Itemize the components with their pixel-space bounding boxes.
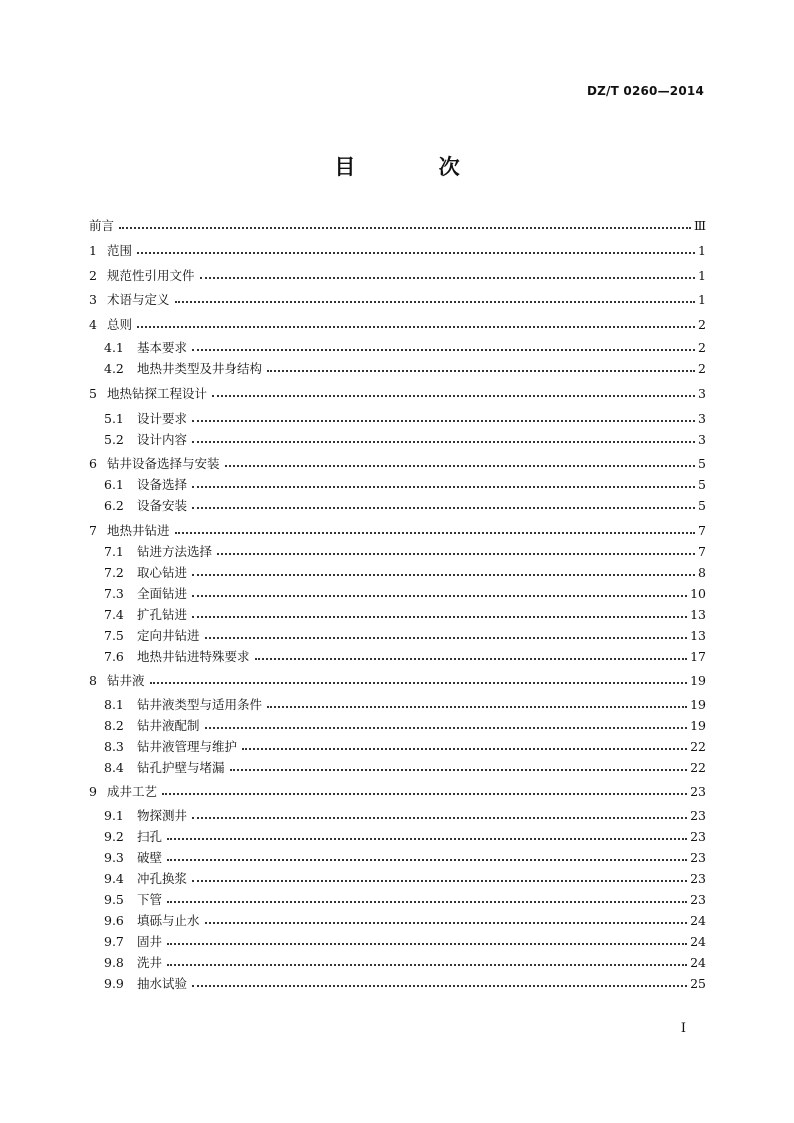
dot-leader — [267, 706, 687, 708]
toc-entry[interactable] — [89, 912, 706, 930]
toc-entry-page: Ⅲ — [693, 218, 706, 233]
dot-leader — [162, 793, 687, 795]
dot-leader — [192, 507, 695, 509]
dot-leader — [137, 326, 695, 328]
toc-entry-label: 前言 — [89, 218, 115, 233]
toc-entry-label: 冲孔换浆 — [137, 871, 188, 886]
toc-entry-label: 洗井 — [137, 955, 163, 970]
dot-leader — [167, 943, 687, 945]
toc-entry-page: 8 — [698, 565, 706, 580]
toc-entry-page: 1 — [698, 268, 706, 283]
toc-entry[interactable] — [89, 217, 706, 235]
toc-entry-number: 6 — [89, 456, 97, 471]
toc-entry-number: 7.6 — [104, 649, 124, 664]
toc-entry[interactable] — [89, 585, 706, 603]
toc-entry[interactable] — [89, 606, 706, 624]
toc-entry-label: 总则 — [107, 317, 133, 332]
dot-leader — [225, 465, 695, 467]
toc-entry-number: 9.8 — [104, 955, 124, 970]
toc-entry-label: 设计要求 — [137, 411, 188, 426]
toc-entry-label: 取心钻进 — [137, 565, 188, 580]
toc-entry-label: 扩孔钻进 — [137, 607, 188, 622]
toc-entry-number: 7.5 — [104, 628, 124, 643]
toc-entry-label: 设备选择 — [137, 477, 188, 492]
toc-entry-number: 5.2 — [104, 432, 124, 447]
toc-entry-label: 设计内容 — [137, 432, 188, 447]
toc-entry-label: 全面钻进 — [137, 586, 188, 601]
toc-entry-page: 2 — [698, 317, 706, 332]
toc-entry[interactable] — [89, 954, 706, 972]
dot-leader — [192, 985, 687, 987]
toc-entry-page: 5 — [698, 477, 706, 492]
toc-entry[interactable] — [89, 759, 706, 777]
toc-entry-page: 24 — [690, 913, 706, 928]
toc-entry-label: 钻井设备选择与安装 — [107, 456, 220, 471]
toc-entry-number: 9.7 — [104, 934, 124, 949]
toc-entry-page: 5 — [698, 498, 706, 513]
toc-entry[interactable] — [89, 242, 706, 260]
toc-entry[interactable] — [89, 717, 706, 735]
dot-leader — [267, 370, 695, 372]
toc-entry[interactable] — [89, 476, 706, 494]
toc-entry-number: 7.1 — [104, 544, 124, 559]
dot-leader — [192, 420, 695, 422]
dot-leader — [242, 748, 687, 750]
toc-entry-number: 3 — [89, 292, 97, 307]
toc-entry-label: 钻井液管理与维护 — [137, 739, 238, 754]
toc-entry-page: 7 — [698, 523, 706, 538]
toc-entry-page: 7 — [698, 544, 706, 559]
toc-entry-page: 3 — [698, 432, 706, 447]
dot-leader — [137, 252, 695, 254]
dot-leader — [192, 595, 687, 597]
toc-entry-page: 3 — [698, 411, 706, 426]
toc-entry-page: 5 — [698, 456, 706, 471]
toc-entry-number: 9.1 — [104, 808, 124, 823]
toc-entry[interactable] — [89, 696, 706, 714]
toc-entry[interactable] — [89, 497, 706, 515]
toc-entry-page: 24 — [690, 934, 706, 949]
toc-entry-page: 25 — [690, 976, 706, 991]
toc-entry[interactable] — [89, 385, 706, 403]
dot-leader — [192, 349, 695, 351]
dot-leader — [192, 817, 687, 819]
dot-leader — [167, 838, 687, 840]
toc-entry[interactable] — [89, 870, 706, 888]
toc-entry-page: 22 — [690, 739, 706, 754]
toc-entry-number: 9.5 — [104, 892, 124, 907]
toc-entry[interactable] — [89, 360, 706, 378]
toc-entry-number: 8 — [89, 673, 97, 688]
toc-entry-page: 3 — [698, 386, 706, 401]
toc-entry-label: 物探测井 — [137, 808, 188, 823]
toc-entry-page: 23 — [690, 829, 706, 844]
toc-entry[interactable] — [89, 431, 706, 449]
dot-leader — [205, 727, 688, 729]
dot-leader — [167, 859, 687, 861]
toc-entry-label: 抽水试验 — [137, 976, 188, 991]
toc-entry-label: 钻井液 — [107, 673, 145, 688]
toc-entry-label: 范围 — [107, 243, 133, 258]
toc-entry[interactable] — [89, 933, 706, 951]
dot-leader — [212, 395, 695, 397]
page-title: 目 次 — [334, 154, 498, 179]
toc-entry-label: 填砾与止水 — [137, 913, 200, 928]
dot-leader — [230, 769, 688, 771]
dot-leader — [150, 682, 688, 684]
toc-entry-number: 9.3 — [104, 850, 124, 865]
toc-entry-page: 10 — [690, 586, 706, 601]
toc-entry-page: 2 — [698, 361, 706, 376]
toc-entry-number: 5.1 — [104, 411, 124, 426]
toc-entry-label: 基本要求 — [137, 340, 188, 355]
toc-entry-label: 定向井钻进 — [137, 628, 200, 643]
toc-entry-page: 23 — [690, 871, 706, 886]
dot-leader — [200, 277, 695, 279]
toc-entry-number: 4 — [89, 317, 97, 332]
toc-entry-page: 24 — [690, 955, 706, 970]
toc-entry-page: 19 — [690, 697, 706, 712]
dot-leader — [175, 301, 695, 303]
toc-entry[interactable] — [89, 975, 706, 993]
toc-entry-page: 17 — [690, 649, 706, 664]
dot-leader — [205, 922, 688, 924]
toc-entry[interactable] — [89, 738, 706, 756]
toc-entry-number: 2 — [89, 268, 97, 283]
toc-entry-number: 9 — [89, 784, 97, 799]
toc-entry-number: 4.1 — [104, 340, 124, 355]
toc-entry-number: 4.2 — [104, 361, 124, 376]
toc-entry-page: 23 — [690, 892, 706, 907]
toc-entry[interactable] — [89, 891, 706, 909]
toc-entry-label: 钻进方法选择 — [137, 544, 213, 559]
toc-entry[interactable] — [89, 783, 706, 801]
toc-entry-page: 2 — [698, 340, 706, 355]
toc-entry-label: 下管 — [137, 892, 163, 907]
toc-entry-page: 13 — [690, 607, 706, 622]
toc-entry[interactable] — [89, 828, 706, 846]
toc-entry-label: 术语与定义 — [107, 292, 170, 307]
toc-entry-label: 地热井类型及井身结构 — [137, 361, 263, 376]
toc-entry-number: 6.1 — [104, 477, 124, 492]
toc-entry-number: 7.3 — [104, 586, 124, 601]
dot-leader — [205, 637, 688, 639]
toc-entry-number: 6.2 — [104, 498, 124, 513]
toc-entry-label: 设备安装 — [137, 498, 188, 513]
toc-entry-number: 7.2 — [104, 565, 124, 580]
toc-entry[interactable] — [89, 291, 706, 309]
toc-entry-page: 19 — [690, 718, 706, 733]
toc-entry[interactable] — [89, 627, 706, 645]
standard-code: DZ/T 0260—2014 — [586, 84, 704, 98]
toc-entry[interactable] — [89, 672, 706, 690]
toc-entry-number: 8.4 — [104, 760, 124, 775]
toc-entry-number: 7.4 — [104, 607, 124, 622]
toc-entry-label: 固井 — [137, 934, 163, 949]
toc-entry[interactable] — [89, 522, 706, 540]
toc-entry[interactable] — [89, 267, 706, 285]
toc-entry-number: 9.6 — [104, 913, 124, 928]
dot-leader — [192, 574, 695, 576]
toc-entry-label: 成井工艺 — [107, 784, 158, 799]
toc-entry-number: 9.2 — [104, 829, 124, 844]
toc-entry-page: 13 — [690, 628, 706, 643]
toc-entry-number: 7 — [89, 523, 97, 538]
toc-entry-label: 地热钻探工程设计 — [107, 386, 208, 401]
toc-entry-number: 9.4 — [104, 871, 124, 886]
toc-entry[interactable] — [89, 564, 706, 582]
toc-entry-number: 8.2 — [104, 718, 124, 733]
toc-entry[interactable] — [89, 543, 706, 561]
toc-entry-page: 22 — [690, 760, 706, 775]
toc-entry-number: 8.3 — [104, 739, 124, 754]
dot-leader — [192, 880, 687, 882]
toc-entry-page: 1 — [698, 243, 706, 258]
toc-entry[interactable] — [89, 455, 706, 473]
toc-entry[interactable] — [89, 410, 706, 428]
toc-entry[interactable] — [89, 316, 706, 334]
toc-entry[interactable] — [89, 648, 706, 666]
toc-entry-page: 1 — [698, 292, 706, 307]
toc-entry-label: 钻孔护壁与堵漏 — [137, 760, 225, 775]
toc-entry-number: 9.9 — [104, 976, 124, 991]
dot-leader — [167, 901, 687, 903]
toc-entry-number: 1 — [89, 243, 97, 258]
toc-entry[interactable] — [89, 807, 706, 825]
toc-entry-number: 8.1 — [104, 697, 124, 712]
toc-entry-label: 地热井钻进 — [107, 523, 170, 538]
dot-leader — [167, 964, 687, 966]
toc-entry-label: 破壁 — [137, 850, 163, 865]
toc-entry-label: 规范性引用文件 — [107, 268, 195, 283]
dot-leader — [119, 227, 691, 229]
dot-leader — [175, 532, 695, 534]
toc-entry-page: 19 — [690, 673, 706, 688]
toc-entry[interactable] — [89, 849, 706, 867]
toc-entry-label: 钻井液配制 — [137, 718, 200, 733]
toc-entry-label: 钻井液类型与适用条件 — [137, 697, 263, 712]
page-number: I — [680, 1021, 686, 1036]
dot-leader — [192, 486, 695, 488]
toc-entry-label: 地热井钻进特殊要求 — [137, 649, 250, 664]
toc-entry-label: 扫孔 — [137, 829, 163, 844]
toc-entry-page: 23 — [690, 784, 706, 799]
dot-leader — [217, 553, 695, 555]
dot-leader — [255, 658, 688, 660]
dot-leader — [192, 441, 695, 443]
dot-leader — [192, 616, 687, 618]
toc-entry-page: 23 — [690, 808, 706, 823]
toc-entry-number: 5 — [89, 386, 97, 401]
toc-entry-page: 23 — [690, 850, 706, 865]
toc-entry[interactable] — [89, 339, 706, 357]
